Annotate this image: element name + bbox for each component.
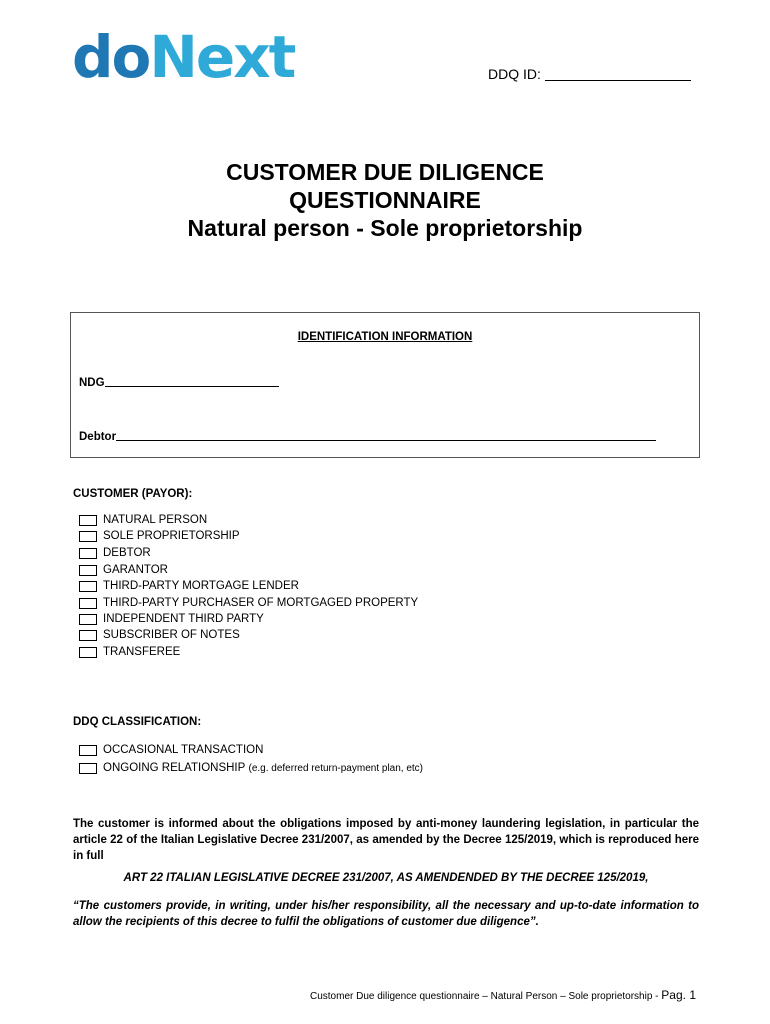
notice-paragraph: The customer is informed about the obligations imposed by anti-money laundering legislation, in particular the article 22 of the Italian Legislative Decree 231/2007, as amended by the Decree 125/2019, which is reproduced here in full xyxy=(73,818,699,862)
ndg-field[interactable] xyxy=(79,375,279,389)
checkbox[interactable] xyxy=(79,548,97,559)
option-subscriber-of-notes[interactable] xyxy=(79,627,240,643)
option-label: NATURAL PERSON xyxy=(103,514,208,526)
option-label: TRANSFEREE xyxy=(103,646,181,658)
debtor-field[interactable] xyxy=(79,429,656,443)
ddq-id-field[interactable] xyxy=(488,66,691,82)
checkbox[interactable] xyxy=(79,745,97,756)
checkbox[interactable] xyxy=(79,614,97,625)
ddq-id-input-line[interactable] xyxy=(545,66,691,81)
checkbox[interactable] xyxy=(79,763,97,774)
option-independent-third-party[interactable] xyxy=(79,611,264,627)
option-label: THIRD-PARTY MORTGAGE LENDER xyxy=(103,580,299,592)
title-line-3: Natural person - Sole proprietorship xyxy=(187,215,583,241)
identification-heading: IDENTIFICATION INFORMATION xyxy=(297,331,473,343)
option-label: GARANTOR xyxy=(103,564,168,576)
option-label: THIRD-PARTY PURCHASER OF MORTGAGED PROPERTY xyxy=(103,597,419,609)
logo-next: Next xyxy=(149,23,295,91)
option-debtor[interactable] xyxy=(79,545,151,561)
article-heading: ART 22 ITALIAN LEGISLATIVE DECREE 231/2007, AS AMENDENDED BY THE DECREE 125/2019, xyxy=(123,872,649,884)
checkbox[interactable] xyxy=(79,630,97,641)
option-label: ONGOING RELATIONSHIP xyxy=(103,762,246,774)
checkbox[interactable] xyxy=(79,598,97,609)
option-label: OCCASIONAL TRANSACTION xyxy=(103,744,264,756)
customer-label: CUSTOMER (PAYOR): xyxy=(73,488,193,500)
option-label: SUBSCRIBER OF NOTES xyxy=(103,629,240,641)
checkbox[interactable] xyxy=(79,647,97,658)
option-label: DEBTOR xyxy=(103,547,151,559)
debtor-input-line[interactable] xyxy=(116,429,656,441)
option-garantor[interactable] xyxy=(79,562,168,578)
debtor-label: Debtor xyxy=(79,431,117,443)
checkbox[interactable] xyxy=(79,581,97,592)
logo-do: do xyxy=(72,23,150,91)
page-number: Pag. 1 xyxy=(661,988,696,1002)
ndg-input-line[interactable] xyxy=(105,375,279,387)
footer-text: Customer Due diligence questionnaire – Natural Person – Sole proprietorship - xyxy=(309,991,659,1002)
option-natural-person[interactable] xyxy=(79,512,207,528)
checkbox[interactable] xyxy=(79,565,97,576)
checkbox[interactable] xyxy=(79,515,97,526)
identification-box xyxy=(70,312,700,458)
option-sole-proprietorship[interactable] xyxy=(79,528,240,544)
classification-label: DDQ CLASSIFICATION: xyxy=(73,716,202,728)
option-occasional-transaction[interactable] xyxy=(79,742,263,758)
ndg-label: NDG xyxy=(79,377,105,389)
checkbox[interactable] xyxy=(79,531,97,542)
option-note: (e.g. deferred return-payment plan, etc) xyxy=(248,762,424,774)
footer xyxy=(310,988,696,1002)
option-label: INDEPENDENT THIRD PARTY xyxy=(103,613,264,625)
option-third-party-mortgage-lender[interactable] xyxy=(79,578,299,594)
ddq-id-label: DDQ ID: xyxy=(488,66,541,82)
article-quote: “The customers provide, in writing, under his/her responsibility, all the necessary and up-to-date information to allow the recipients of this decree to fulfil the obligations of customer due diligence”. xyxy=(73,900,699,928)
option-label: SOLE PROPRIETORSHIP xyxy=(103,530,240,542)
title-line-2: QUESTIONNAIRE xyxy=(289,187,481,213)
option-third-party-purchaser[interactable] xyxy=(79,595,418,611)
donext-logo xyxy=(72,22,294,92)
option-transferee[interactable] xyxy=(79,644,180,660)
title-line-1: CUSTOMER DUE DILIGENCE xyxy=(226,159,544,185)
option-ongoing-relationship[interactable] xyxy=(79,760,423,776)
